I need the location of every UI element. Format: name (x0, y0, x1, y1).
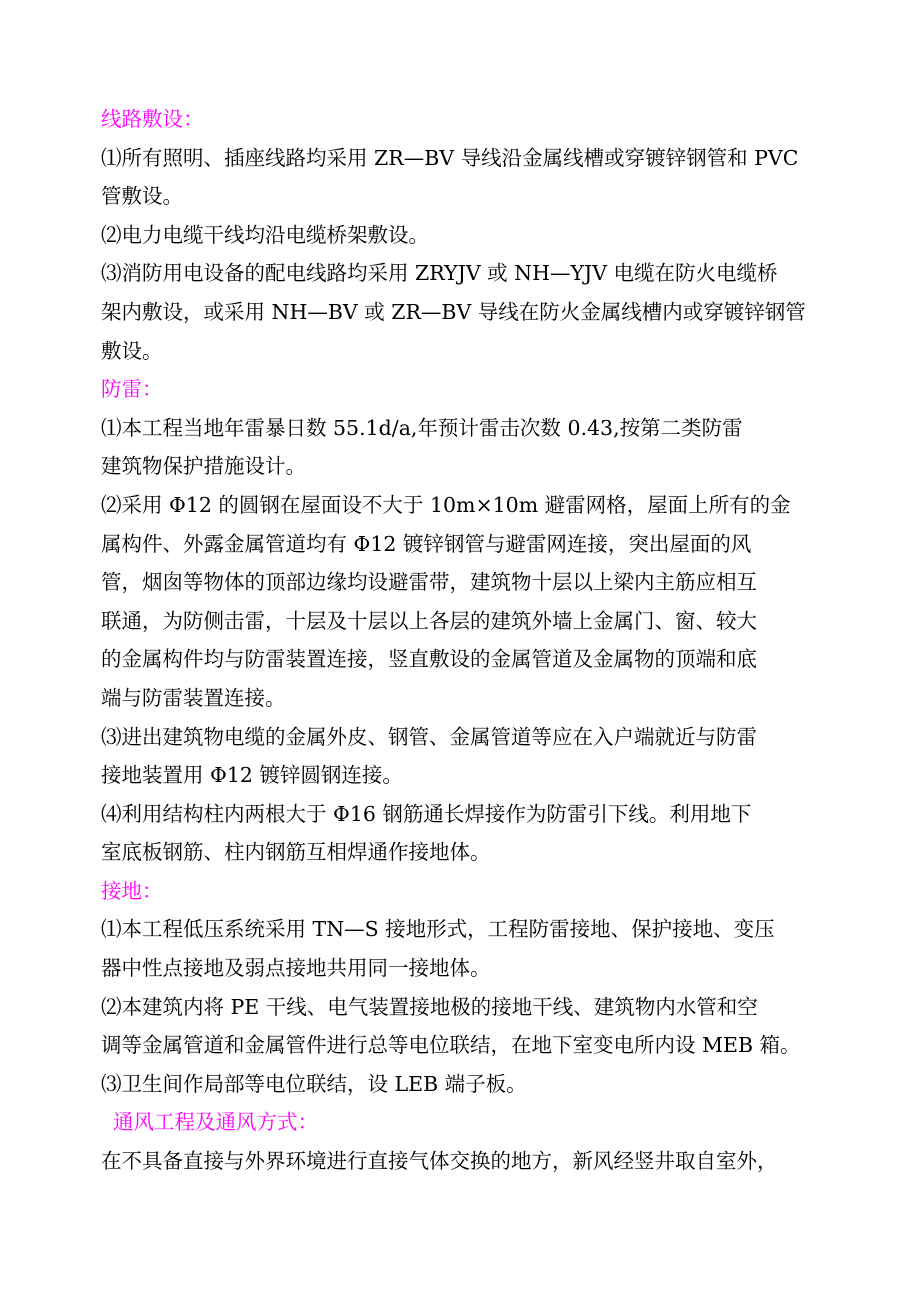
paragraph-line: 在不具备直接与外界环境进行直接气体交换的地方，新风经竖井取自室外， (101, 1149, 778, 1174)
paragraph-line: 管敷设。 (101, 184, 183, 209)
paragraph-line: 接地装置用 Φ12 镀锌圆钢连接。 (101, 763, 403, 788)
section-heading-lightning: 防雷： (101, 377, 163, 402)
paragraph-line: ⑴本工程低压系统采用 TN—S 接地形式，工程防雷接地、保护接地、变压 (101, 917, 775, 942)
paragraph-line: 端与防雷装置连接。 (101, 685, 286, 710)
paragraph-line: ⑶进出建筑物电缆的金属外皮、钢管、金属管道等应在入户端就近与防雷 (101, 724, 757, 749)
paragraph-line: ⑷利用结构柱内两根大于 Φ16 钢筋通长焊接作为防雷引下线。利用地下 (101, 801, 752, 826)
paragraph-line: ⑴本工程当地年雷暴日数 55.1d/a,年预计雷击次数 0.43,按第二类防雷 (101, 415, 743, 440)
paragraph-line: 联通，为防侧击雷，十层及十层以上各层的建筑外墙上金属门、窗、较大 (101, 608, 757, 633)
paragraph-line: 建筑物保护措施设计。 (101, 454, 306, 479)
paragraph-line: 架内敷设，或采用 NH—BV 或 ZR—BV 导线在防火金属线槽内或穿镀锌钢管 (101, 299, 806, 324)
paragraph-line: 属构件、外露金属管道均有 Φ12 镀锌钢管与避雷网连接，突出屋面的风 (101, 531, 752, 556)
section-heading-ventilation: 通风工程及通风方式： (113, 1110, 318, 1135)
paragraph-line: ⑶卫生间作局部等电位联结，设 LEB 端子板。 (101, 1071, 527, 1096)
paragraph-line: ⑴所有照明、插座线路均采用 ZR—BV 导线沿金属线槽或穿镀锌钢管和 PVC (101, 145, 799, 170)
paragraph-line: 调等金属管道和金属管件进行总等电位联结，在地下室变电所内设 MEB 箱。 (101, 1033, 801, 1058)
paragraph-line: ⑵采用 Φ12 的圆钢在屋面设不大于 10m×10m 避雷网格，屋面上所有的金 (101, 492, 791, 517)
paragraph-line: ⑵电力电缆干线均沿电缆桥架敷设。 (101, 222, 429, 247)
paragraph-line: 敷设。 (101, 338, 163, 363)
paragraph-line: 器中性点接地及弱点接地共用同一接地体。 (101, 956, 491, 981)
section-heading-wiring: 线路敷设： (101, 107, 204, 131)
paragraph-line: ⑶消防用电设备的配电线路均采用 ZRYJV 或 NH—YJV 电缆在防火电缆桥 (101, 261, 778, 286)
document-body (101, 100, 821, 1181)
paragraph-line: 室底板钢筋、柱内钢筋互相焊通作接地体。 (101, 840, 491, 865)
section-heading-grounding: 接地： (101, 878, 163, 903)
paragraph-line: 的金属构件均与防雷装置连接，竖直敷设的金属管道及金属物的顶端和底 (101, 647, 757, 672)
paragraph-line: 管，烟囱等物体的顶部边缘均设避雷带，建筑物十层以上梁内主筋应相互 (101, 570, 757, 595)
paragraph-line: ⑵本建筑内将 PE 干线、电气装置接地极的接地干线、建筑物内水管和空 (101, 994, 758, 1019)
